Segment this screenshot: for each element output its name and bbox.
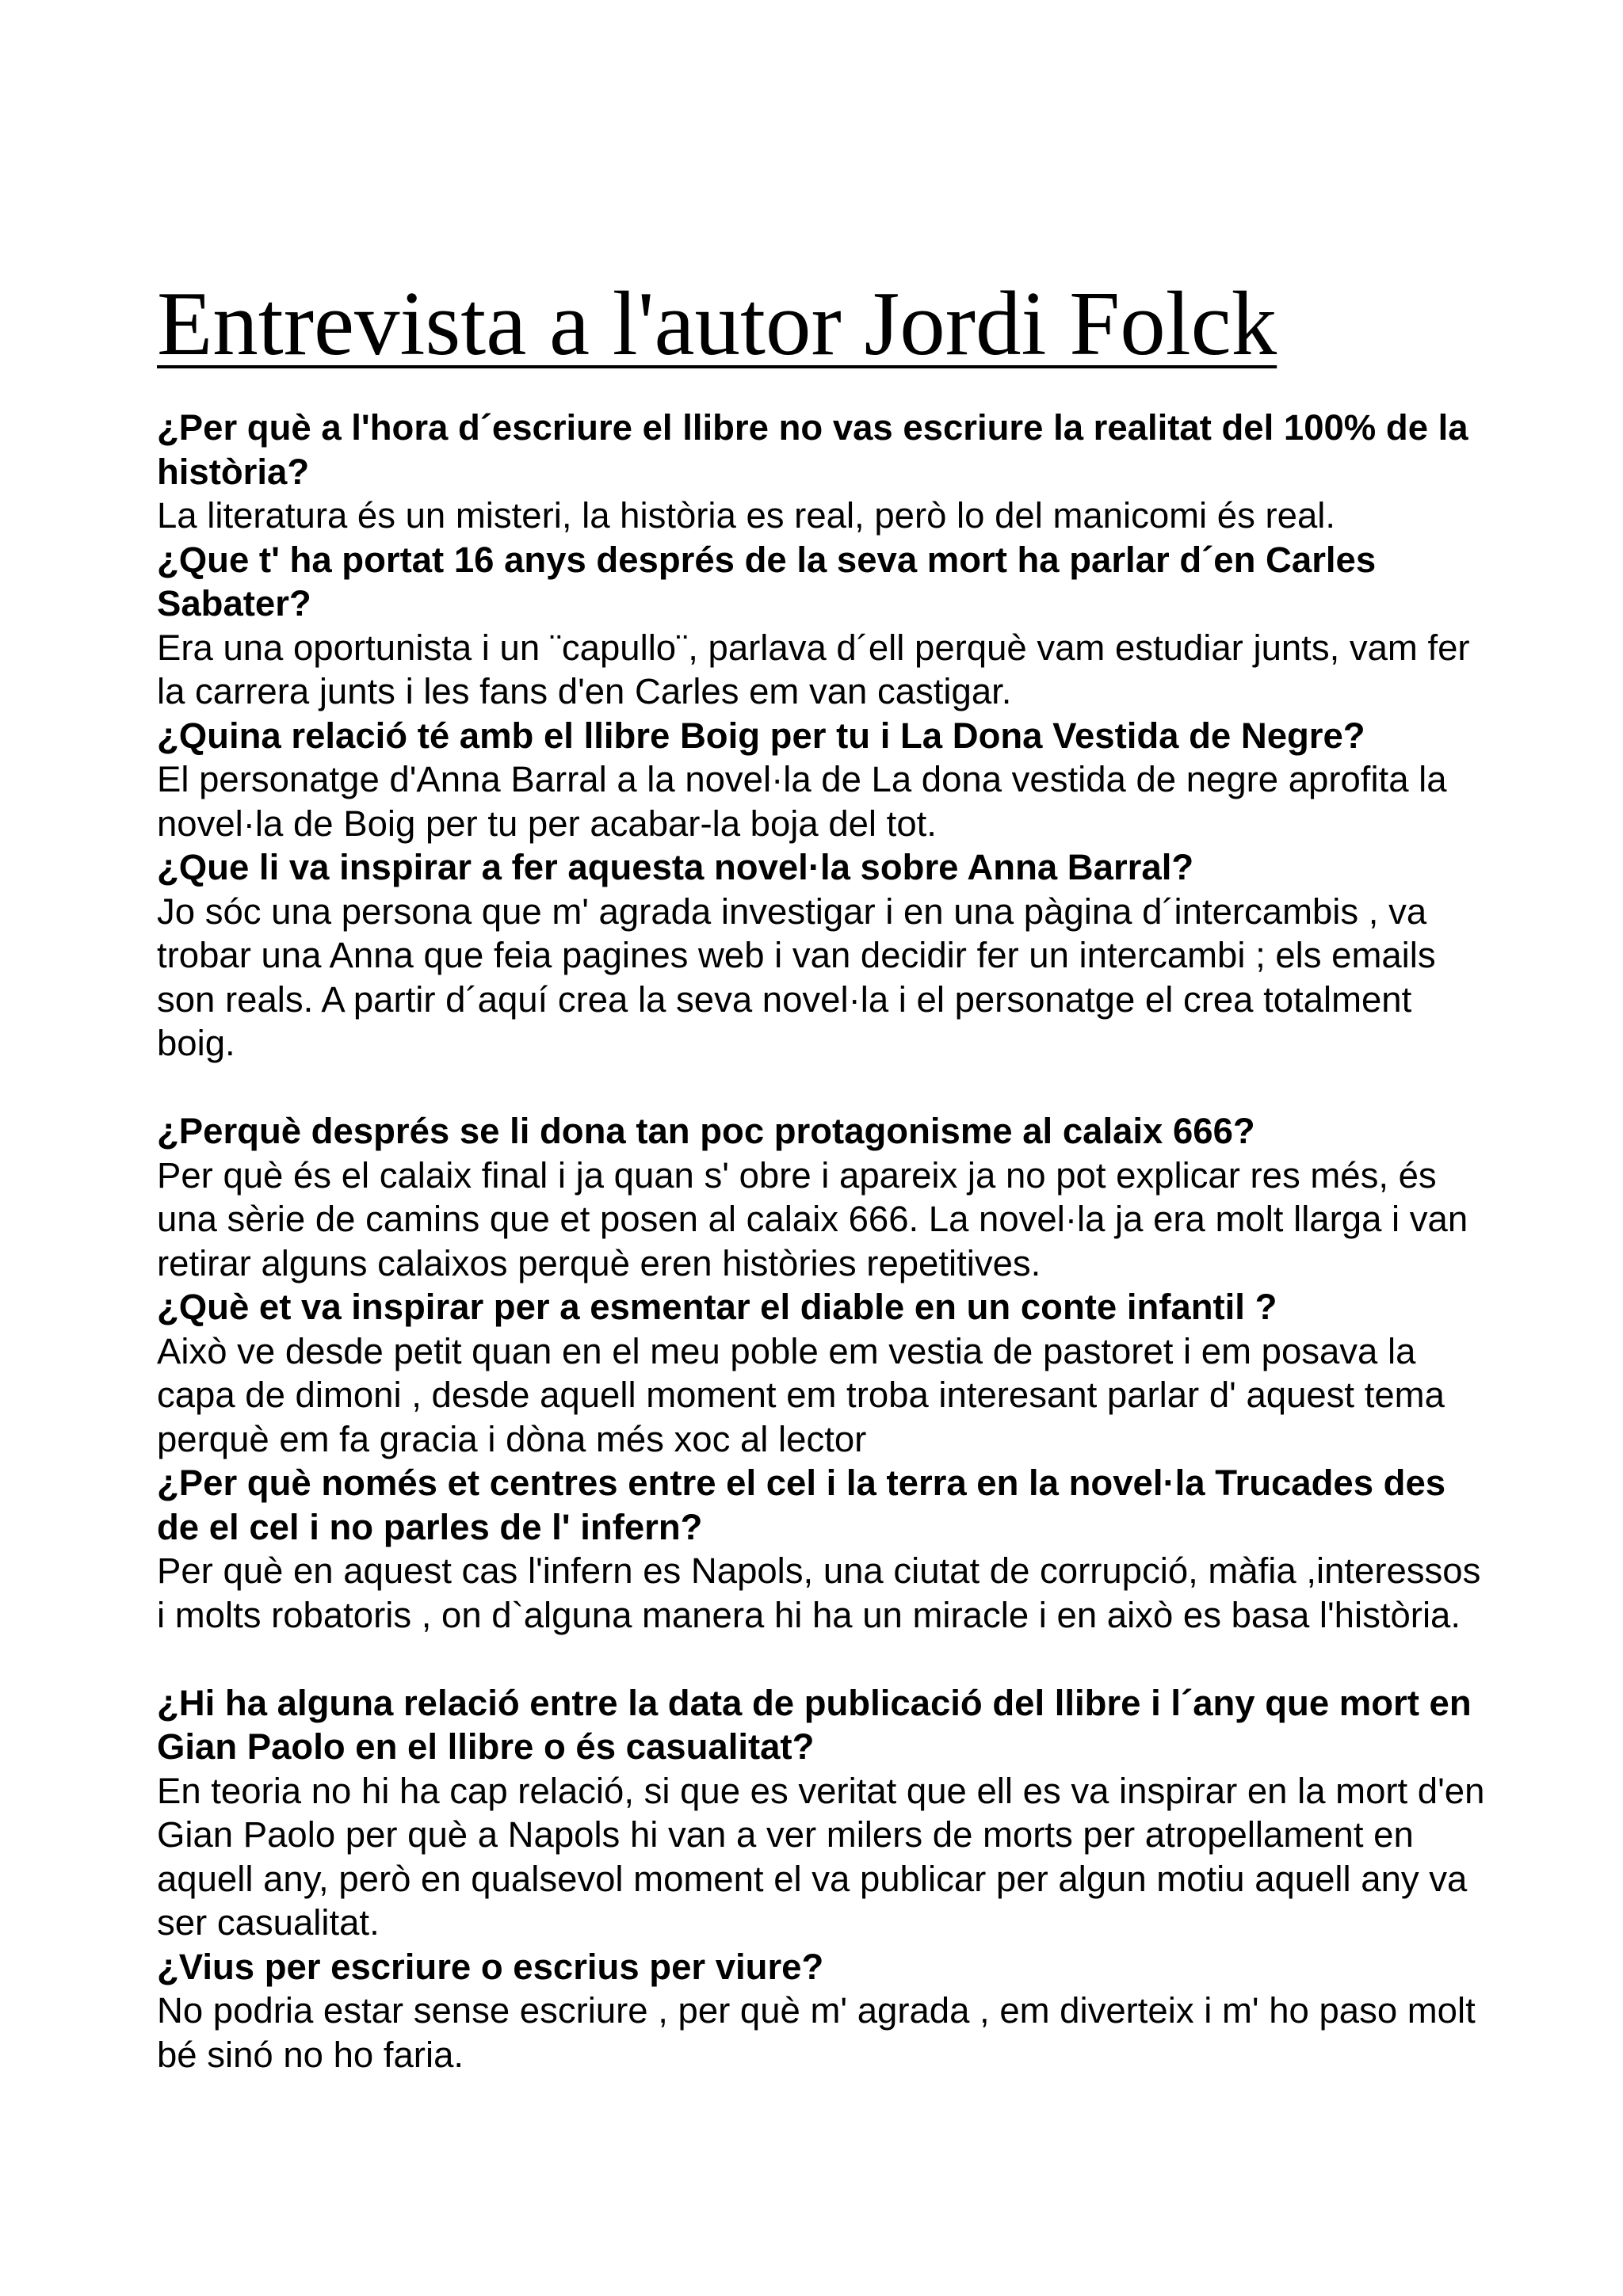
answer-5: Per què és el calaix final i ja quan s' obre i apareix ja no pot explicar res més, és una sèrie de camins que et posen al calaix 666. La novel·la ja era molt llarga i van retirar alguns calaixos perquè eren històries repetitives. <box>157 1154 1468 1283</box>
paragraph-spacer <box>157 1637 1488 1681</box>
paragraph-spacer <box>157 1066 1488 1110</box>
question-3: ¿Quina relació té amb el llibre Boig per tu i La Dona Vestida de Negre? <box>157 715 1365 756</box>
qa-item-4 <box>157 845 1488 1066</box>
question-4: ¿Que li va inspirar a fer aquesta novel·la sobre Anna Barral? <box>157 847 1194 887</box>
answer-7: Per què en aquest cas l'infern es Napols, una ciutat de corrupció, màfia ,interessos i molts robatoris , on d`alguna manera hi ha un miracle i en això es basa l'història. <box>157 1550 1481 1635</box>
question-7: ¿Per què només et centres entre el cel i la terra en la novel·la Trucades des de el cel i no parles de l' infern? <box>157 1463 1446 1547</box>
document-title: Entrevista a l'autor Jordi Folck <box>157 273 1277 374</box>
answer-4: Jo sóc una persona que m' agrada investigar i en una pàgina d´intercambis , va trobar una Anna que feia pagines web i van decidir fer un intercambi ; els emails son reals. A partir d´aquí crea la seva novel·la i el personatge el crea totalment boig. <box>157 891 1436 1063</box>
question-1: ¿Per què a l'hora d´escriure el llibre no vas escriure la realitat del 100% de la història? <box>157 407 1468 492</box>
answer-3: El personatge d'Anna Barral a la novel·la de La dona vestida de negre aprofita la novel·la de Boig per tu per acabar-la boja del tot. <box>157 759 1447 844</box>
answer-1: La literatura és un misteri, la història es real, però lo del manicomi és real. <box>157 495 1335 536</box>
qa-item-1 <box>157 406 1488 538</box>
qa-item-2 <box>157 538 1488 714</box>
question-8: ¿Hi ha alguna relació entre la data de publicació del llibre i l´any que mort en Gian Paolo en el llibre o és casualitat? <box>157 1682 1472 1767</box>
answer-8: En teoria no hi ha cap relació, si que es veritat que ell es va inspirar en la mort d'en Gian Paolo per què a Napols hi van a ver milers de morts per atropellament en aquell any, però en qualsevol moment el va publicar per algun motiu aquell any va ser casualitat. <box>157 1770 1485 1943</box>
qa-item-3 <box>157 714 1488 846</box>
question-5: ¿Perquè després se li dona tan poc protagonisme al calaix 666? <box>157 1111 1255 1151</box>
question-6: ¿Què et va inspirar per a esmentar el diable en un conte infantil ? <box>157 1287 1277 1327</box>
qa-item-8 <box>157 1681 1488 1945</box>
qa-item-6 <box>157 1285 1488 1461</box>
document-page <box>157 269 1488 2077</box>
qa-item-9 <box>157 1945 1488 2077</box>
question-2: ¿Que t' ha portat 16 anys després de la seva mort ha parlar d´en Carles Sabater? <box>157 539 1377 624</box>
qa-item-5 <box>157 1109 1488 1285</box>
question-9: ¿Vius per escriure o escrius per viure? <box>157 1946 824 1987</box>
answer-9: No podria estar sense escriure , per què m' agrada , em diverteix i m' ho paso molt bé sinó no ho faria. <box>157 1990 1476 2075</box>
answer-6: Això ve desde petit quan en el meu poble em vestia de pastoret i em posava la capa de dimoni , desde aquell moment em troba interesant parlar d' aquest tema perquè em fa gracia i dòna més xoc al lector <box>157 1330 1445 1459</box>
answer-2: Era una oportunista i un ¨capullo¨, parlava d´ell perquè vam estudiar junts, vam fer la carrera junts i les fans d'en Carles em van castigar. <box>157 627 1470 711</box>
qa-item-7 <box>157 1461 1488 1637</box>
